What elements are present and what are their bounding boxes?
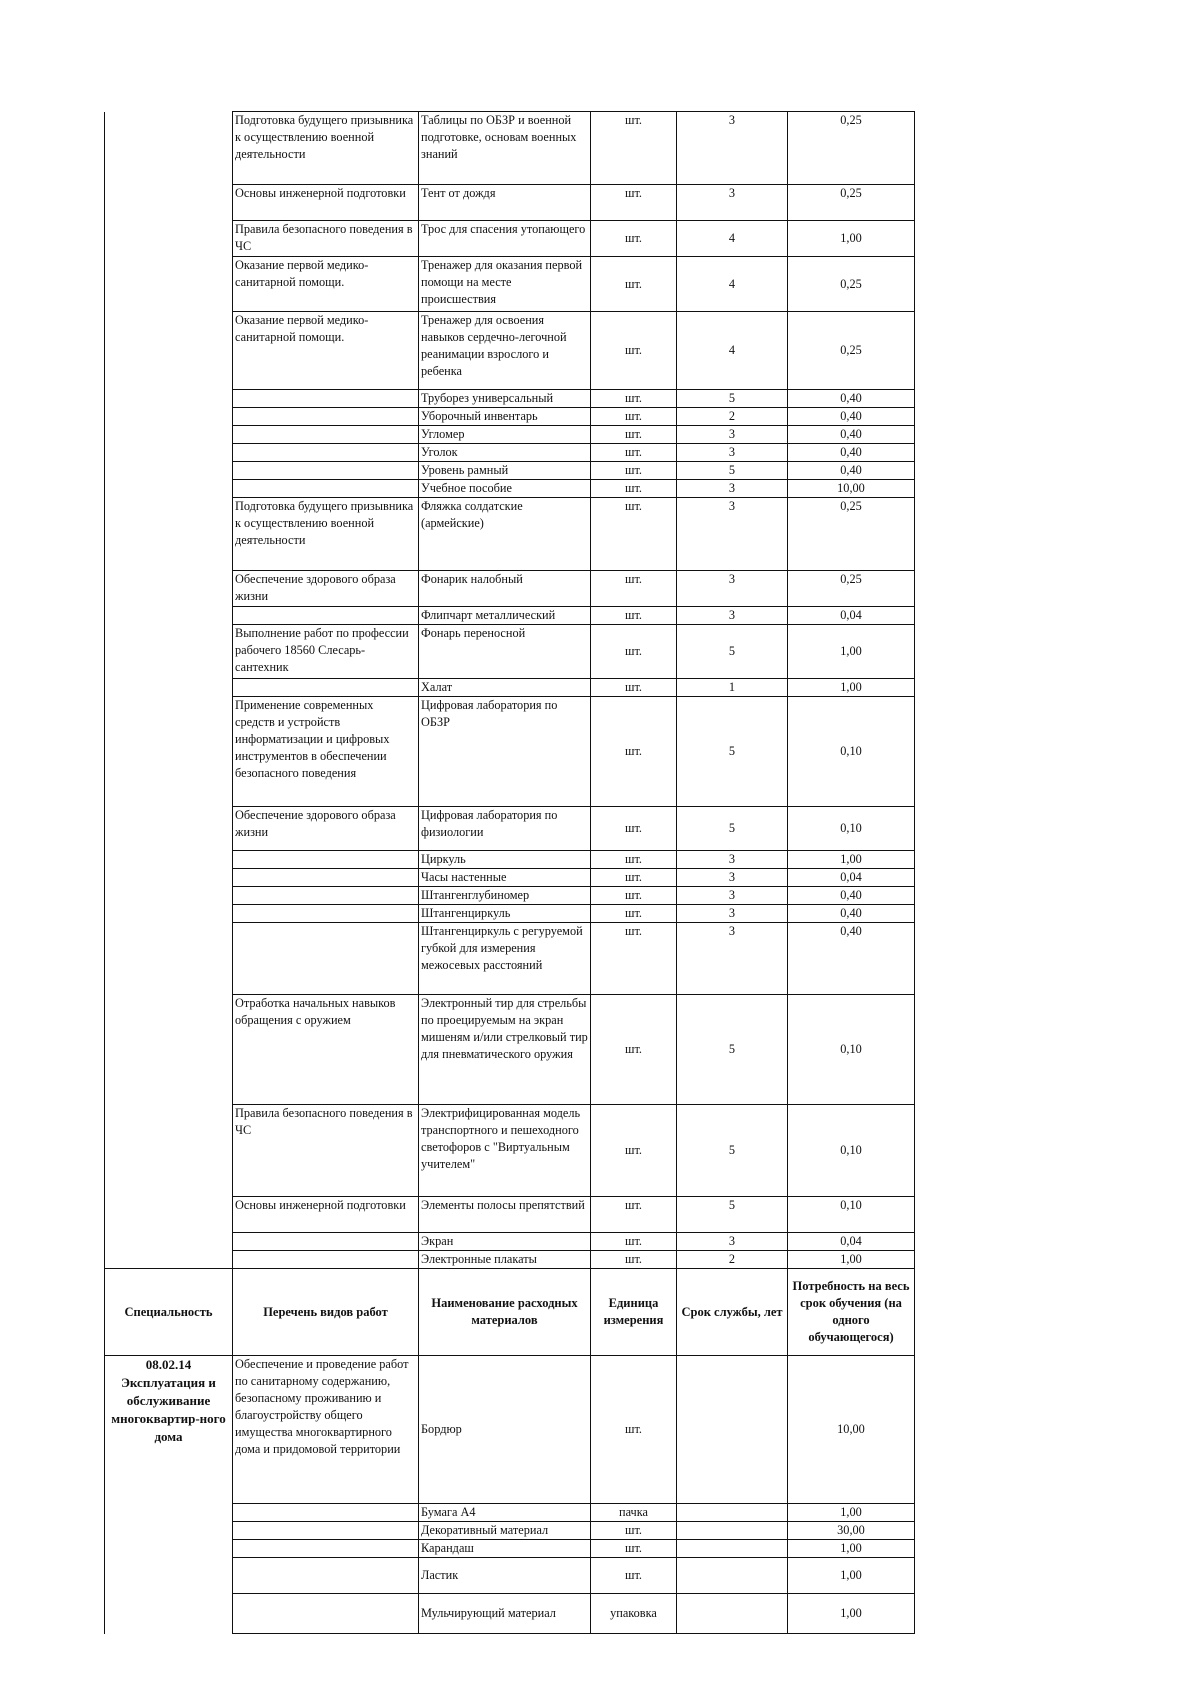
need-cell: 0,04	[788, 869, 915, 887]
need-cell: 0,10	[788, 995, 915, 1105]
life-cell: 4	[677, 257, 788, 312]
header-row	[105, 1269, 915, 1356]
need-cell: 1,00	[788, 1540, 915, 1558]
need-cell: 1,00	[788, 1594, 915, 1634]
need-cell: 0,25	[788, 312, 915, 390]
material-cell: Циркуль	[419, 851, 591, 869]
unit-cell: шт.	[591, 221, 677, 257]
need-cell: 1,00	[788, 625, 915, 679]
work-cell	[233, 1233, 419, 1251]
specialty-cell-empty	[105, 112, 233, 1269]
life-cell: 3	[677, 185, 788, 221]
header-works: Перечень видов работ	[233, 1269, 419, 1356]
specialty-name: Эксплуатация и обслуживание многоквартир-ного дома	[111, 1375, 226, 1444]
material-cell: Штангенглубиномер	[419, 887, 591, 905]
unit-cell: шт.	[591, 571, 677, 607]
life-cell: 5	[677, 807, 788, 851]
work-cell	[233, 408, 419, 426]
need-cell: 0,40	[788, 444, 915, 462]
material-cell: Фонарь переносной	[419, 625, 591, 679]
need-cell: 0,10	[788, 1197, 915, 1233]
material-cell: Бумага А4	[419, 1504, 591, 1522]
work-cell: Правила безопасного поведения в ЧС	[233, 221, 419, 257]
need-cell: 0,04	[788, 607, 915, 625]
material-cell: Цифровая лаборатория по ОБЗР	[419, 697, 591, 807]
unit-cell: шт.	[591, 312, 677, 390]
unit-cell: шт.	[591, 1558, 677, 1594]
material-cell: Фонарик налобный	[419, 571, 591, 607]
life-cell: 3	[677, 887, 788, 905]
material-cell: Тренажер для оказания первой помощи на месте происшествия	[419, 257, 591, 312]
life-cell	[677, 1558, 788, 1594]
materials-table	[104, 111, 915, 1634]
unit-cell: шт.	[591, 112, 677, 185]
unit-cell: шт.	[591, 625, 677, 679]
work-cell: Выполнение работ по профессии рабочего 18560 Слесарь-сантехник	[233, 625, 419, 679]
unit-cell: шт.	[591, 607, 677, 625]
work-cell: Оказание первой медико-санитарной помощи.	[233, 257, 419, 312]
work-cell	[233, 1251, 419, 1269]
life-cell: 4	[677, 221, 788, 257]
material-cell: Флипчарт металлический	[419, 607, 591, 625]
work-cell: Оказание первой медико-санитарной помощи.	[233, 312, 419, 390]
material-cell: Электронные плакаты	[419, 1251, 591, 1269]
unit-cell: шт.	[591, 1105, 677, 1197]
unit-cell: шт.	[591, 408, 677, 426]
unit-cell: шт.	[591, 697, 677, 807]
life-cell	[677, 1504, 788, 1522]
life-cell: 3	[677, 571, 788, 607]
life-cell	[677, 1540, 788, 1558]
material-cell: Элементы полосы препятствий	[419, 1197, 591, 1233]
work-cell	[233, 444, 419, 462]
work-cell	[233, 607, 419, 625]
header-unit: Единица измерения	[591, 1269, 677, 1356]
unit-cell: шт.	[591, 1540, 677, 1558]
need-cell: 1,00	[788, 1504, 915, 1522]
life-cell: 3	[677, 444, 788, 462]
work-cell	[233, 1504, 419, 1522]
need-cell: 0,40	[788, 390, 915, 408]
unit-cell: шт.	[591, 905, 677, 923]
work-cell	[233, 390, 419, 408]
need-cell: 1,00	[788, 1558, 915, 1594]
life-cell	[677, 1356, 788, 1504]
need-cell: 0,10	[788, 697, 915, 807]
need-cell: 0,25	[788, 498, 915, 571]
life-cell: 2	[677, 408, 788, 426]
unit-cell: шт.	[591, 444, 677, 462]
material-cell: Цифровая лаборатория по физиологии	[419, 807, 591, 851]
need-cell: 0,40	[788, 426, 915, 444]
need-cell: 1,00	[788, 851, 915, 869]
material-cell: Уровень рамный	[419, 462, 591, 480]
life-cell: 2	[677, 1251, 788, 1269]
work-cell: Обеспечение здорового образа жизни	[233, 807, 419, 851]
work-cell: Отработка начальных навыков обращения с оружием	[233, 995, 419, 1105]
unit-cell: шт.	[591, 480, 677, 498]
life-cell: 3	[677, 480, 788, 498]
unit-cell: упаковка	[591, 1594, 677, 1634]
document-page	[104, 111, 915, 1634]
life-cell: 5	[677, 390, 788, 408]
specialty-code: 08.02.14	[145, 1357, 192, 1372]
need-cell: 0,25	[788, 112, 915, 185]
need-cell: 10,00	[788, 480, 915, 498]
life-cell: 5	[677, 697, 788, 807]
table-section-1	[105, 112, 915, 1269]
material-cell: Экран	[419, 1233, 591, 1251]
need-cell: 0,40	[788, 408, 915, 426]
need-cell: 0,40	[788, 923, 915, 995]
material-cell: Часы настенные	[419, 869, 591, 887]
material-cell: Карандаш	[419, 1540, 591, 1558]
unit-cell: шт.	[591, 1356, 677, 1504]
material-cell: Уборочный инвентарь	[419, 408, 591, 426]
work-cell	[233, 679, 419, 697]
work-cell	[233, 1540, 419, 1558]
unit-cell: шт.	[591, 851, 677, 869]
life-cell: 5	[677, 1105, 788, 1197]
need-cell: 0,40	[788, 887, 915, 905]
unit-cell: пачка	[591, 1504, 677, 1522]
material-cell: Штангенциркуль	[419, 905, 591, 923]
material-cell: Тент от дождя	[419, 185, 591, 221]
work-cell	[233, 1522, 419, 1540]
table-row	[105, 112, 915, 185]
table-row	[105, 1356, 915, 1504]
material-cell: Фляжка солдатские (армейские)	[419, 498, 591, 571]
life-cell: 3	[677, 1233, 788, 1251]
need-cell: 0,10	[788, 807, 915, 851]
material-cell: Учебное пособие	[419, 480, 591, 498]
life-cell	[677, 1522, 788, 1540]
life-cell: 5	[677, 1197, 788, 1233]
work-cell	[233, 426, 419, 444]
table-header	[105, 1269, 915, 1356]
need-cell: 1,00	[788, 679, 915, 697]
header-need: Потребность на весь срок обучения (на одного обучающегося)	[788, 1269, 915, 1356]
material-cell: Ластик	[419, 1558, 591, 1594]
need-cell: 0,25	[788, 571, 915, 607]
need-cell: 0,25	[788, 185, 915, 221]
work-cell: Основы инженерной подготовки	[233, 185, 419, 221]
material-cell: Трос для спасения утопающего	[419, 221, 591, 257]
need-cell: 0,25	[788, 257, 915, 312]
material-cell: Декоративный материал	[419, 1522, 591, 1540]
unit-cell: шт.	[591, 923, 677, 995]
life-cell: 3	[677, 498, 788, 571]
work-cell: Обеспечение здорового образа жизни	[233, 571, 419, 607]
material-cell: Таблицы по ОБЗР и военной подготовке, основам военных знаний	[419, 112, 591, 185]
specialty-cell	[105, 1356, 233, 1634]
material-cell: Халат	[419, 679, 591, 697]
need-cell: 0,40	[788, 905, 915, 923]
header-specialty: Специальность	[105, 1269, 233, 1356]
life-cell	[677, 1594, 788, 1634]
life-cell: 1	[677, 679, 788, 697]
material-cell: Штангенциркуль с регуруемой губкой для измерения межосевых расстояний	[419, 923, 591, 995]
work-cell	[233, 1594, 419, 1634]
material-cell: Тренажер для освоения навыков сердечно-легочной реанимации взрослого и ребенка	[419, 312, 591, 390]
material-cell: Угломер	[419, 426, 591, 444]
work-cell: Подготовка будущего призывника к осуществлению военной деятельности	[233, 112, 419, 185]
material-cell: Уголок	[419, 444, 591, 462]
unit-cell: шт.	[591, 679, 677, 697]
unit-cell: шт.	[591, 426, 677, 444]
unit-cell: шт.	[591, 257, 677, 312]
life-cell: 3	[677, 851, 788, 869]
unit-cell: шт.	[591, 887, 677, 905]
need-cell: 0,10	[788, 1105, 915, 1197]
life-cell: 3	[677, 923, 788, 995]
need-cell: 30,00	[788, 1522, 915, 1540]
table-section-2	[105, 1356, 915, 1634]
work-cell: Обеспечение и проведение работ по санитарному содержанию, безопасному проживанию и благоустройству общего имущества многоквартирного дома и придомовой территории	[233, 1356, 419, 1504]
life-cell: 4	[677, 312, 788, 390]
unit-cell: шт.	[591, 185, 677, 221]
life-cell: 5	[677, 625, 788, 679]
unit-cell: шт.	[591, 1233, 677, 1251]
work-cell: Подготовка будущего призывника к осуществлению военной деятельности	[233, 498, 419, 571]
material-cell: Труборез универсальный	[419, 390, 591, 408]
need-cell: 0,04	[788, 1233, 915, 1251]
unit-cell: шт.	[591, 995, 677, 1105]
header-life: Срок службы, лет	[677, 1269, 788, 1356]
need-cell: 0,40	[788, 462, 915, 480]
unit-cell: шт.	[591, 1522, 677, 1540]
unit-cell: шт.	[591, 390, 677, 408]
work-cell: Основы инженерной подготовки	[233, 1197, 419, 1233]
need-cell: 1,00	[788, 1251, 915, 1269]
need-cell: 1,00	[788, 221, 915, 257]
material-cell: Электронный тир для стрельбы по проецируемым на экран мишеням и/или стрелковый тир для пневматического оружия	[419, 995, 591, 1105]
need-cell: 10,00	[788, 1356, 915, 1504]
work-cell	[233, 869, 419, 887]
work-cell	[233, 923, 419, 995]
life-cell: 5	[677, 995, 788, 1105]
life-cell: 3	[677, 905, 788, 923]
life-cell: 5	[677, 462, 788, 480]
material-cell: Мульчирующий материал	[419, 1594, 591, 1634]
work-cell	[233, 851, 419, 869]
work-cell	[233, 480, 419, 498]
header-material: Наименование расходных материалов	[419, 1269, 591, 1356]
material-cell: Электрифицированная модель транспортного и пешеходного светофоров с "Виртуальным учителем"	[419, 1105, 591, 1197]
unit-cell: шт.	[591, 807, 677, 851]
work-cell	[233, 462, 419, 480]
unit-cell: шт.	[591, 462, 677, 480]
work-cell	[233, 887, 419, 905]
unit-cell: шт.	[591, 1197, 677, 1233]
life-cell: 3	[677, 869, 788, 887]
work-cell: Применение современных средств и устройств информатизации и цифровых инструментов в обеспечении безопасного поведения	[233, 697, 419, 807]
unit-cell: шт.	[591, 1251, 677, 1269]
work-cell	[233, 905, 419, 923]
unit-cell: шт.	[591, 869, 677, 887]
life-cell: 3	[677, 112, 788, 185]
material-cell: Бордюр	[419, 1356, 591, 1504]
life-cell: 3	[677, 607, 788, 625]
life-cell: 3	[677, 426, 788, 444]
work-cell: Правила безопасного поведения в ЧС	[233, 1105, 419, 1197]
unit-cell: шт.	[591, 498, 677, 571]
work-cell	[233, 1558, 419, 1594]
